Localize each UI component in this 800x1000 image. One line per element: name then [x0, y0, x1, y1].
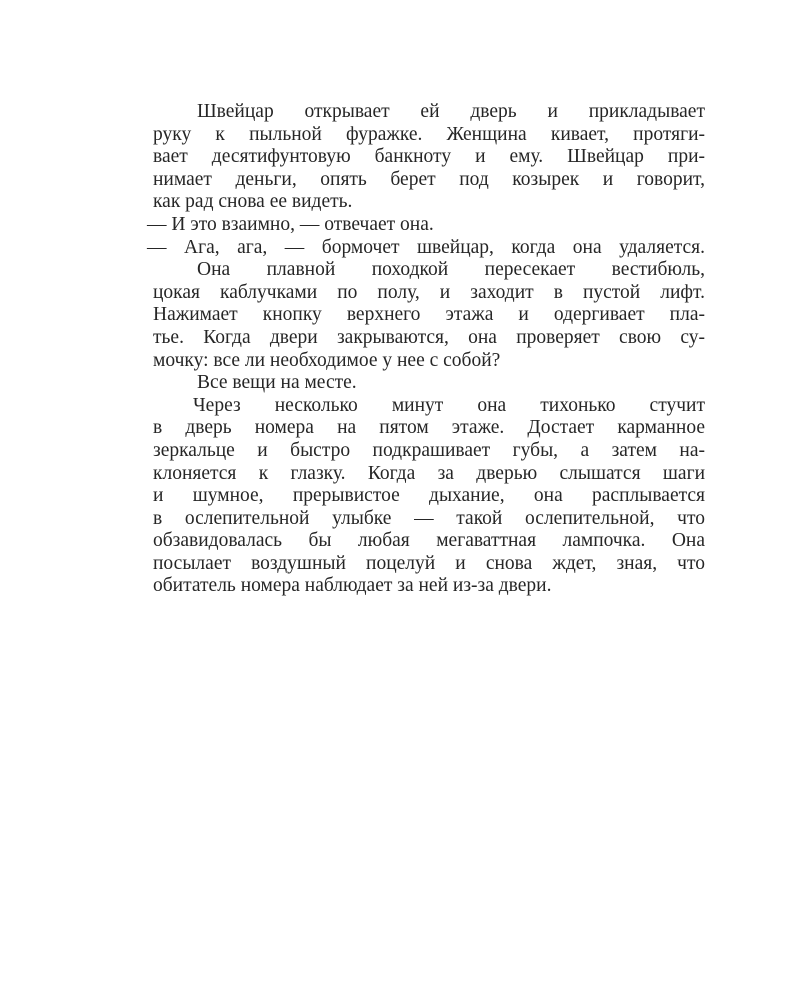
paragraph-last-line: мочку: все ли необходимое у нее с собой? — [153, 349, 501, 371]
paragraph-first-line: Швейцар открывает ей дверь и прикладывает — [197, 101, 705, 122]
text-line: руку к пыльной фуражке. Женщина кивает, протяги- — [153, 123, 705, 145]
paragraph-first-line: Через несколько минут она тихонько стучит — [193, 394, 705, 416]
text-line: посылает воздушный поцелуй и снова ждет, зная, что — [153, 552, 705, 574]
paragraph-last-line: как рад снова ее видеть. — [153, 191, 353, 213]
paragraph-single-line: Все вещи на месте. — [197, 372, 357, 394]
paragraph-first-line: Она плавной походкой пересекает вестибюль, — [197, 259, 705, 281]
text-line: и шумное, прерывистое дыхание, она расплывается — [153, 485, 705, 507]
dialogue-line: — Ага, ага, — бормочет швейцар, когда она удаляется. — [147, 236, 705, 258]
text-line: обзавидовалась бы любая мегаваттная лампочка. Она — [153, 530, 705, 552]
dialogue-line: — И это взаимно, — отвечает она. — [147, 213, 434, 235]
text-line: нимает деньги, опять берет под козырек и говорит, — [153, 168, 705, 190]
text-line: вает десятифунтовую банкноту и ему. Швейцар при- — [153, 146, 705, 168]
text-line: клоняется к глазку. Когда за дверью слышатся шаги — [153, 462, 705, 484]
text-line: цокая каблучками по полу, и заходит в пустой лифт. — [153, 281, 705, 303]
body-text — [147, 101, 705, 598]
text-line: в дверь номера на пятом этаже. Достает карманное — [153, 417, 705, 439]
text-line: Нажимает кнопку верхнего этажа и одергивает пла- — [153, 304, 705, 326]
text-line: в ослепительной улыбке — такой ослепительной, что — [153, 507, 705, 529]
text-line: зеркальце и быстро подкрашивает губы, а затем на- — [153, 439, 705, 461]
paragraph-last-line: обитатель номера наблюдает за ней из-за двери. — [153, 575, 552, 597]
text-line: тье. Когда двери закрываются, она проверяет свою су- — [153, 326, 705, 348]
